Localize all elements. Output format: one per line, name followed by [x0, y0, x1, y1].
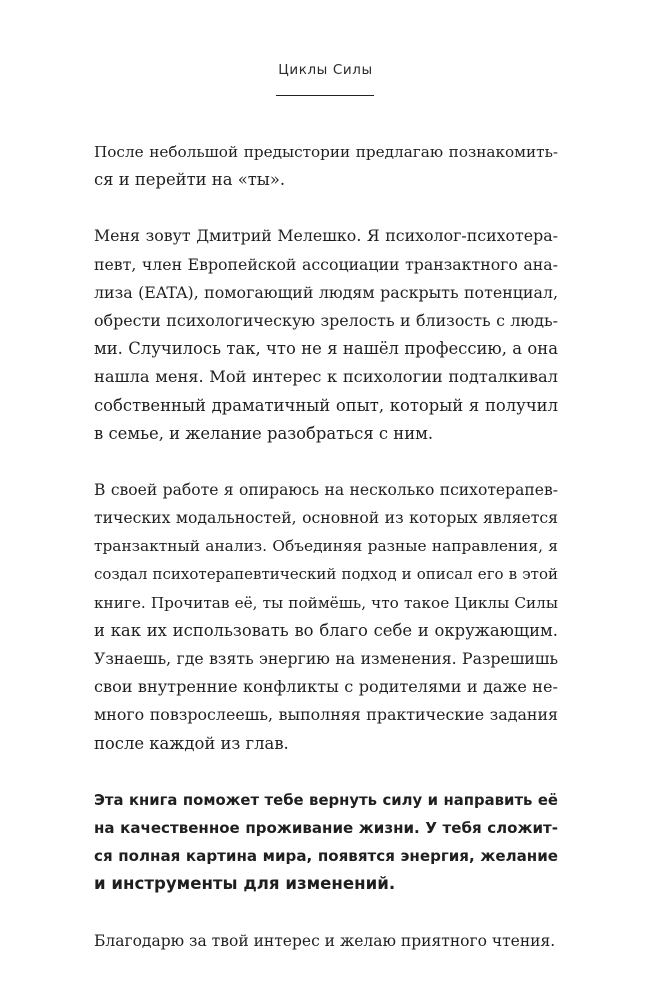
text-line: лиза (EATA), помогающий людям раскрыть потенциал, [94, 282, 558, 302]
text-line: в семье, и желание разобраться с ним. [94, 423, 434, 443]
text-line: певт, член Европейской ассоциации транзактного ана- [94, 254, 558, 274]
text-line: транзактный анализ. Объединяя разные направления, я [94, 537, 558, 556]
text-line: на качественное проживание жизни. У тебя сложит- [94, 818, 558, 837]
paragraph-highlight [94, 786, 558, 899]
text-line: свои внутренние конфликты с родителями и даже не- [94, 677, 558, 697]
text-line: нашла меня. Мой интерес к психологии подталкивал [94, 367, 558, 387]
text-line: После небольшой предыстории предлагаю познакомить- [94, 143, 558, 161]
paragraph-about-author [94, 222, 558, 448]
text-line: много повзрослеешь, выполняя практические задания [94, 705, 558, 725]
running-header-title: Циклы Силы [278, 62, 373, 78]
paragraph-intro [94, 138, 558, 194]
text-line: собственный драматичный опыт, который я получил [94, 395, 558, 415]
text-line: ся полная картина мира, появятся энергия, желание [94, 847, 558, 866]
header-divider [276, 95, 374, 96]
text-line: ся и перейти на «ты». [94, 170, 286, 190]
text-line: создал психотерапевтический подход и описал его в этой [94, 565, 558, 584]
text-line: и инструменты для изменений. [94, 874, 396, 894]
text-line: В своей работе я опираюсь на несколько психотерапев- [94, 480, 558, 499]
text-line: Благодарю за твой интерес и желаю приятного чтения. [94, 931, 556, 950]
paragraph-method [94, 476, 558, 758]
paragraph-closing [94, 927, 558, 955]
text-line: ми. Случилось так, что не я нашёл профессию, а она [94, 339, 558, 359]
text-line: Узнаешь, где взять энергию на изменения. Разрешишь [94, 649, 558, 668]
text-line: после каждой из глав. [94, 733, 289, 753]
body-text [94, 138, 558, 983]
text-line: Меня зовут Дмитрий Мелешко. Я психолог-психотера- [94, 226, 558, 246]
text-line: обрести психологическую зрелость и близость с людь- [94, 310, 558, 330]
text-line: и как их использовать во благо себе и окружающим. [94, 620, 558, 640]
text-line: тических модальностей, основной из которых является [94, 508, 558, 528]
text-line: книге. Прочитав её, ты поймёшь, что такое Циклы Силы [94, 593, 558, 612]
text-line: Эта книга поможет тебе вернуть силу и направить её [94, 790, 558, 809]
